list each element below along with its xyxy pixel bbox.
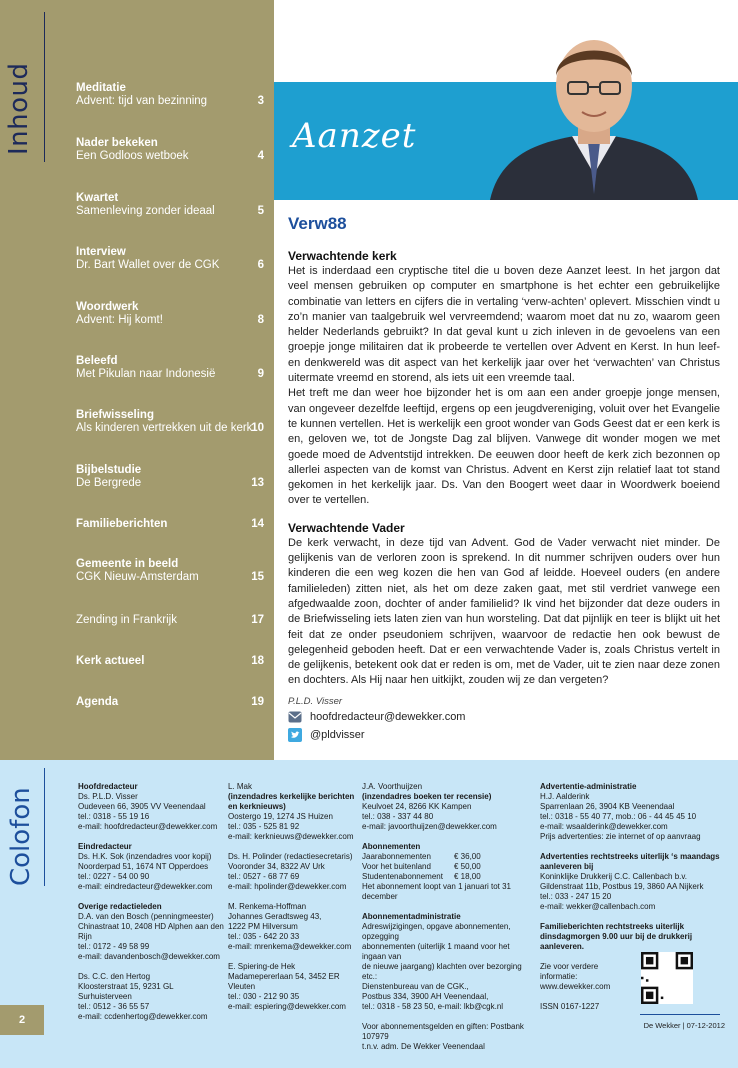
toc-subtitle: Met Pikulan naar Indonesië [76,368,216,380]
price-value: € 50,00 [454,862,481,871]
colophon-line: E. Spiering-de Hek [228,962,296,971]
colophon-block [78,842,228,892]
toc-page-number: 13 [251,477,264,489]
twitter-contact[interactable] [288,727,720,743]
toc-page-number: 10 [251,422,264,434]
footer-issue: De Wekker | 07-12-2012 [643,1021,725,1030]
toc-subtitle: Als kinderen vertrekken uit de kerk [76,422,253,434]
colophon-line: tel.: 0318 - 55 19 16 [78,812,150,821]
divider [640,1014,720,1015]
toc-entry[interactable] [76,655,264,668]
colophon-line: H.J. Aalderink [540,792,590,801]
toc-page-number: 3 [257,95,264,107]
toc-entry[interactable] [76,409,264,435]
colophon-line: Dienstenbureau van de CGK., [362,982,469,991]
colophon-line: Oudeveen 66, 3905 VV Veenendaal [78,802,206,811]
colophon-line: Madamepererlaan 54, 3452 ER Vleuten [228,972,340,991]
toc-section: Bijbelstudie [76,464,142,476]
colophon-line: (inzendadres boeken ter recensie) [362,792,492,801]
colophon-line: e-mail: kerknieuws@dewekker.com [228,832,354,841]
colophon-line: 1222 PM Hilversum [228,922,298,931]
colophon-line: tel.: 0318 - 55 40 77, mob.: 06 - 44 45 45 10 [540,812,697,821]
toc-subtitle: Zending in Frankrijk [76,614,177,626]
colophon-line: Sparrenlaan 26, 3904 KB Veenendaal [540,802,675,811]
colophon-line: e-mail: wekker@callenbach.com [540,902,656,911]
toc-subtitle: Advent: Hij komt! [76,314,163,326]
colophon-block [228,852,360,892]
colophon-line: tel.: 0512 - 36 55 57 [78,1002,150,1011]
colophon-line: tel.: 033 - 247 15 20 [540,892,612,901]
colophon-line: Koninklijke Drukkerij C.C. Callenbach b.v. [540,872,688,881]
colophon-line: Keulvoet 24, 8266 KK Kampen [362,802,472,811]
email-link[interactable]: hoofdredacteur@dewekker.com [310,710,466,723]
colophon-line: t.n.v. adm. De Wekker Veenendaal [362,1042,485,1051]
toc-subtitle: Een Godloos wetboek [76,150,189,162]
colophon-line: tel.: 0527 - 68 77 69 [228,872,300,881]
colophon-line: abonnementen (uiterlijk 1 maand voor het ingaan van [362,942,510,961]
toc-page-number: 18 [251,655,264,667]
toc-subtitle: Advent: tijd van bezinning [76,95,208,107]
toc-section: Kwartet [76,192,119,204]
colophon-block [78,782,228,832]
colophon-line: tel.: 0227 - 54 00 90 [78,872,150,881]
colophon-line: Vooronder 34, 8322 AV Urk [228,862,325,871]
colophon-line: M. Renkema-Hoffman [228,902,307,911]
colophon-block [362,782,532,832]
qr-code[interactable] [641,952,693,1004]
colophon-line: tel.: 035 - 525 81 92 [228,822,300,831]
colophon-line: de nieuwe jaargang) klachten over bezorging etc.: [362,962,522,981]
price-row [362,862,532,872]
author-portrait [480,24,708,200]
colophon-line: Ds. C.C. den Hertog [78,972,151,981]
toc-page-number: 14 [251,518,264,530]
colophon-line: Ds. P.L.D. Visser [78,792,138,801]
colophon-heading: Abonnementen [362,842,421,851]
toc-section: Agenda [76,696,119,708]
colophon-line: tel.: 030 - 212 90 35 [228,992,300,1001]
paragraph: Het treft me dan weer hoe bijzonder het is om aan een ander groepje jonge mensen, van ongeveer dezelfde leeftijd, ergens op een jeugdvereniging, voluit over het Evangelie te kunnen vertellen. Het is werkelijk een groot wonder van Gods Geest dat er een kerk is en, geloven we, tot de Jongste Dag zal blijven. Vanwege dit wonder mogen we met goede moed de Adventstijd intrekken. De eeuwen door heeft de kerk zich bezonnen op allerlei aspecten van de komst van Christus. Advent en Kerst zijn relatief laat tot stand gekomen in het kerkelijk jaar. Ds. Van den Boogert weet daar in Woordwerk boeiend over te vertellen. [288,387,720,507]
colophon-line: e-mail: mrenkema@dewekker.com [228,942,352,951]
toc-entry[interactable] [76,246,264,272]
paragraph: De kerk verwacht, in deze tijd van Advent. God de Vader verwacht niet minder. De gelijkenis van de verloren zoon is sprekend. In dit nummer schrijven ouders over hun kinderen die een weg kozen die hen van God af leidde. Hoeveel ouders (en andere familieleden) zitten niet, als het om deze zaken gaat, met stil verdriet vanwege een afgedwaalde zoon, dochter of ander familielid? Ik vind het bijzonder dat deze ouders in de Briefwisseling iets laten zien van hun worsteling. Dat dat pijnlijk en teer is blijkt uit het feit dat ze onder pseudoniem schrijven, waarvoor de redactie hen ook bewust de gelegenheid geboden heeft. Dat er een verwachtende Vader is, zoals Christus vertelt in de gelijkenis, betekent ook dat er reden is om, met de Vader, uit te zien naar deze zonen en dochters. Als Hij naar hen uitkijkt, zouden wij ze dan vergeten? [288,536,720,687]
colophon-line: Postbus 334, 3900 AH Veenendaal, [362,992,489,1001]
editorial-article [288,214,720,743]
colophon-line: Oostergo 19, 1274 JS Huizen [228,812,333,821]
colophon-line: e-mail: hoofdredacteur@dewekker.com [78,822,218,831]
section-heading: Verwachtende kerk [288,249,397,263]
price-row [362,852,532,862]
signature: P.L.D. Visser [288,695,343,707]
toc-entry[interactable] [76,82,264,108]
paragraph: Het is inderdaad een cryptische titel die u boven deze Aanzet leest. In het jargon dat veel mensen gebruiken op computer en smartphone is het echter een gebruikelijke combinatie van letters en cijfers die in vertaling ‘verw-achten’ oplevert. Misschien vindt u zo’n manier van taalgebruik wel vervreemdend; waarom moet dat nu zo, waarom geen helder Nederlands gebruikt? In dat geval kunt u zich inleven in de gevoelens van een groepje jonge militairen dat ik probeerde te vertellen over Advent en Kerst. In hun leef- en denkwereld was dit aspect van het kerkelijk jaar over het ‘verwachten’ van Christus uitermate vreemd en storend, als iets uit een vreemde taal. [288,265,720,385]
colophon-heading: Abonnementadministratie [362,912,461,921]
colophon-line: L. Mak [228,782,253,791]
page-number: 2 [0,1005,44,1035]
price-label: Jaarabonnementen [362,852,431,861]
toc-section: Nader bekeken [76,137,158,149]
colophon-block [228,902,360,952]
toc-section: Meditatie [76,82,126,94]
colophon-line: Adreswijzigingen, opgave abonnementen, opzegging [362,922,511,941]
email-contact[interactable] [288,709,720,725]
colophon-line: e-mail: javoorthuijzen@dewekker.com [362,822,497,831]
colophon-column [362,782,532,1062]
twitter-handle[interactable]: @pldvisser [310,728,365,741]
colophon-block [78,972,228,1022]
toc-subtitle: CGK Nieuw-Amsterdam [76,571,199,583]
toc-entry[interactable] [76,301,264,327]
toc-entry[interactable] [76,137,264,163]
toc-entry[interactable] [76,464,264,490]
colophon-line: tel.: 0172 - 49 58 99 [78,942,150,951]
colophon-line: www.dewekker.com [540,982,611,991]
toc-page-number: 8 [257,314,264,326]
colophon-line: e-mail: ccdenhertog@dewekker.com [78,1012,208,1021]
colophon-line: Kloosterstraat 15, 9231 GL Surhuisterveen [78,982,174,1001]
toc-page-number: 5 [257,205,264,217]
sidebar-title: Inhoud [4,62,34,155]
colophon-column [78,782,228,1032]
table-of-contents-panel [0,0,274,760]
colophon-line: tel.: 035 - 642 20 33 [228,932,300,941]
toc-entry[interactable] [76,355,264,381]
toc-page-number: 4 [257,150,264,162]
colophon-line: Ds. H.K. Sok (inzendadres voor kopij) [78,852,212,861]
colophon-block [540,922,720,952]
colophon-heading: Familieberichten rechtstreeks uiterlijk dinsdagmorgen 9.00 uur bij de drukkerij aanleveren. [540,922,693,951]
price-value: € 18,00 [454,872,481,881]
colophon-block [540,782,720,842]
divider [44,768,45,886]
section-heading: Verwachtende Vader [288,520,405,535]
colophon-line: Voor abonnementsgelden en giften: Postbank 107979 [362,1022,524,1041]
toc-page-number: 15 [251,571,264,583]
colophon-column [228,782,360,1022]
toc-page-number: 19 [251,696,264,708]
colophon-line: Zie voor verdere informatie: [540,962,599,981]
colophon-line: Ds. H. Polinder (redactiesecretaris) [228,852,353,861]
colophon-line: e-mail: espiering@dewekker.com [228,1002,346,1011]
toc-entry[interactable] [76,614,264,627]
mail-icon [288,711,302,723]
colophon-block [78,902,228,962]
twitter-icon [288,728,302,742]
colophon-line: tel.: 0318 - 58 23 50, e-mail: lkb@cgk.nl [362,1002,504,1011]
column-label: Aanzet [292,116,417,156]
colophon-block [362,912,532,1012]
toc-entry[interactable] [76,518,264,531]
colophon-line: Het abonnement loopt van 1 januari tot 31 december [362,882,511,901]
colophon-line: D.A. van den Bosch (penningmeester) [78,912,214,921]
colophon-heading: Advertentie-administratie [540,782,637,791]
toc-entry[interactable] [76,696,264,709]
toc-subtitle: De Bergrede [76,477,142,489]
toc-page-number: 17 [251,614,264,626]
toc-page-number: 6 [257,259,264,271]
colophon-line: Hoofdredacteur [78,782,138,791]
toc-subtitle: Dr. Bart Wallet over de CGK [76,259,220,271]
colophon-line: Prijs advertenties: zie internet of op aanvraag [540,832,701,841]
colophon-block [540,852,720,912]
toc-section: Gemeente in beeld [76,558,179,570]
colophon-line: Johannes Geradtsweg 43, [228,912,322,921]
colophon-line: J.A. Voorthuijzen [362,782,423,791]
price-label: Voor het buitenland [362,862,431,871]
toc-entry[interactable] [76,558,264,584]
colophon-line: e-mail: wsaalderink@dewekker.com [540,822,668,831]
colophon-column [540,782,720,1022]
toc-entry[interactable] [76,192,264,218]
colophon-line: Gildenstraat 11b, Postbus 19, 3860 AA Nijkerk [540,882,704,891]
price-label: Studentenabonnement [362,872,443,881]
colophon-line: Eindredacteur [78,842,132,851]
colophon-line: e-mail: eindredacteur@dewekker.com [78,882,213,891]
colophon-block [228,782,360,842]
colophon-block [540,962,636,1012]
toc-section: Kerk actueel [76,655,145,667]
toc-page-number: 9 [257,368,264,380]
issn: ISSN 0167-1227 [540,1002,600,1011]
colophon-line: Overige redactieleden [78,902,162,911]
colophon-heading: Advertenties rechtstreeks uiterlijk ‘s maandags aanleveren bij [540,852,720,871]
article-title: Verw88 [288,214,347,233]
colophon-line: Noorderpad 51, 1674 NT Opperdoes [78,862,209,871]
colophon-line: (inzendadres kerkelijke berichten en kerknieuws) [228,792,355,811]
price-row [362,872,532,882]
colophon-line: Chinastraat 10, 2408 HD Alphen aan den Rijn [78,922,224,941]
divider [44,12,45,162]
colophon-line: e-mail: davandenbosch@dewekker.com [78,952,220,961]
toc-subtitle: Samenleving zonder ideaal [76,205,215,217]
toc-section: Briefwisseling [76,409,154,421]
toc-section: Interview [76,246,126,258]
colophon-line: e-mail: hpolinder@dewekker.com [228,882,347,891]
toc-section: Familieberichten [76,518,168,530]
colophon-line: tel.: 038 - 337 44 80 [362,812,434,821]
price-value: € 36,00 [454,852,481,861]
toc-section: Beleefd [76,355,118,367]
colophon-block [362,1022,532,1052]
colophon-block [228,962,360,1012]
subscriptions-block [362,842,532,902]
toc-section: Woordwerk [76,301,139,313]
colophon-title: Colofon [6,787,36,886]
